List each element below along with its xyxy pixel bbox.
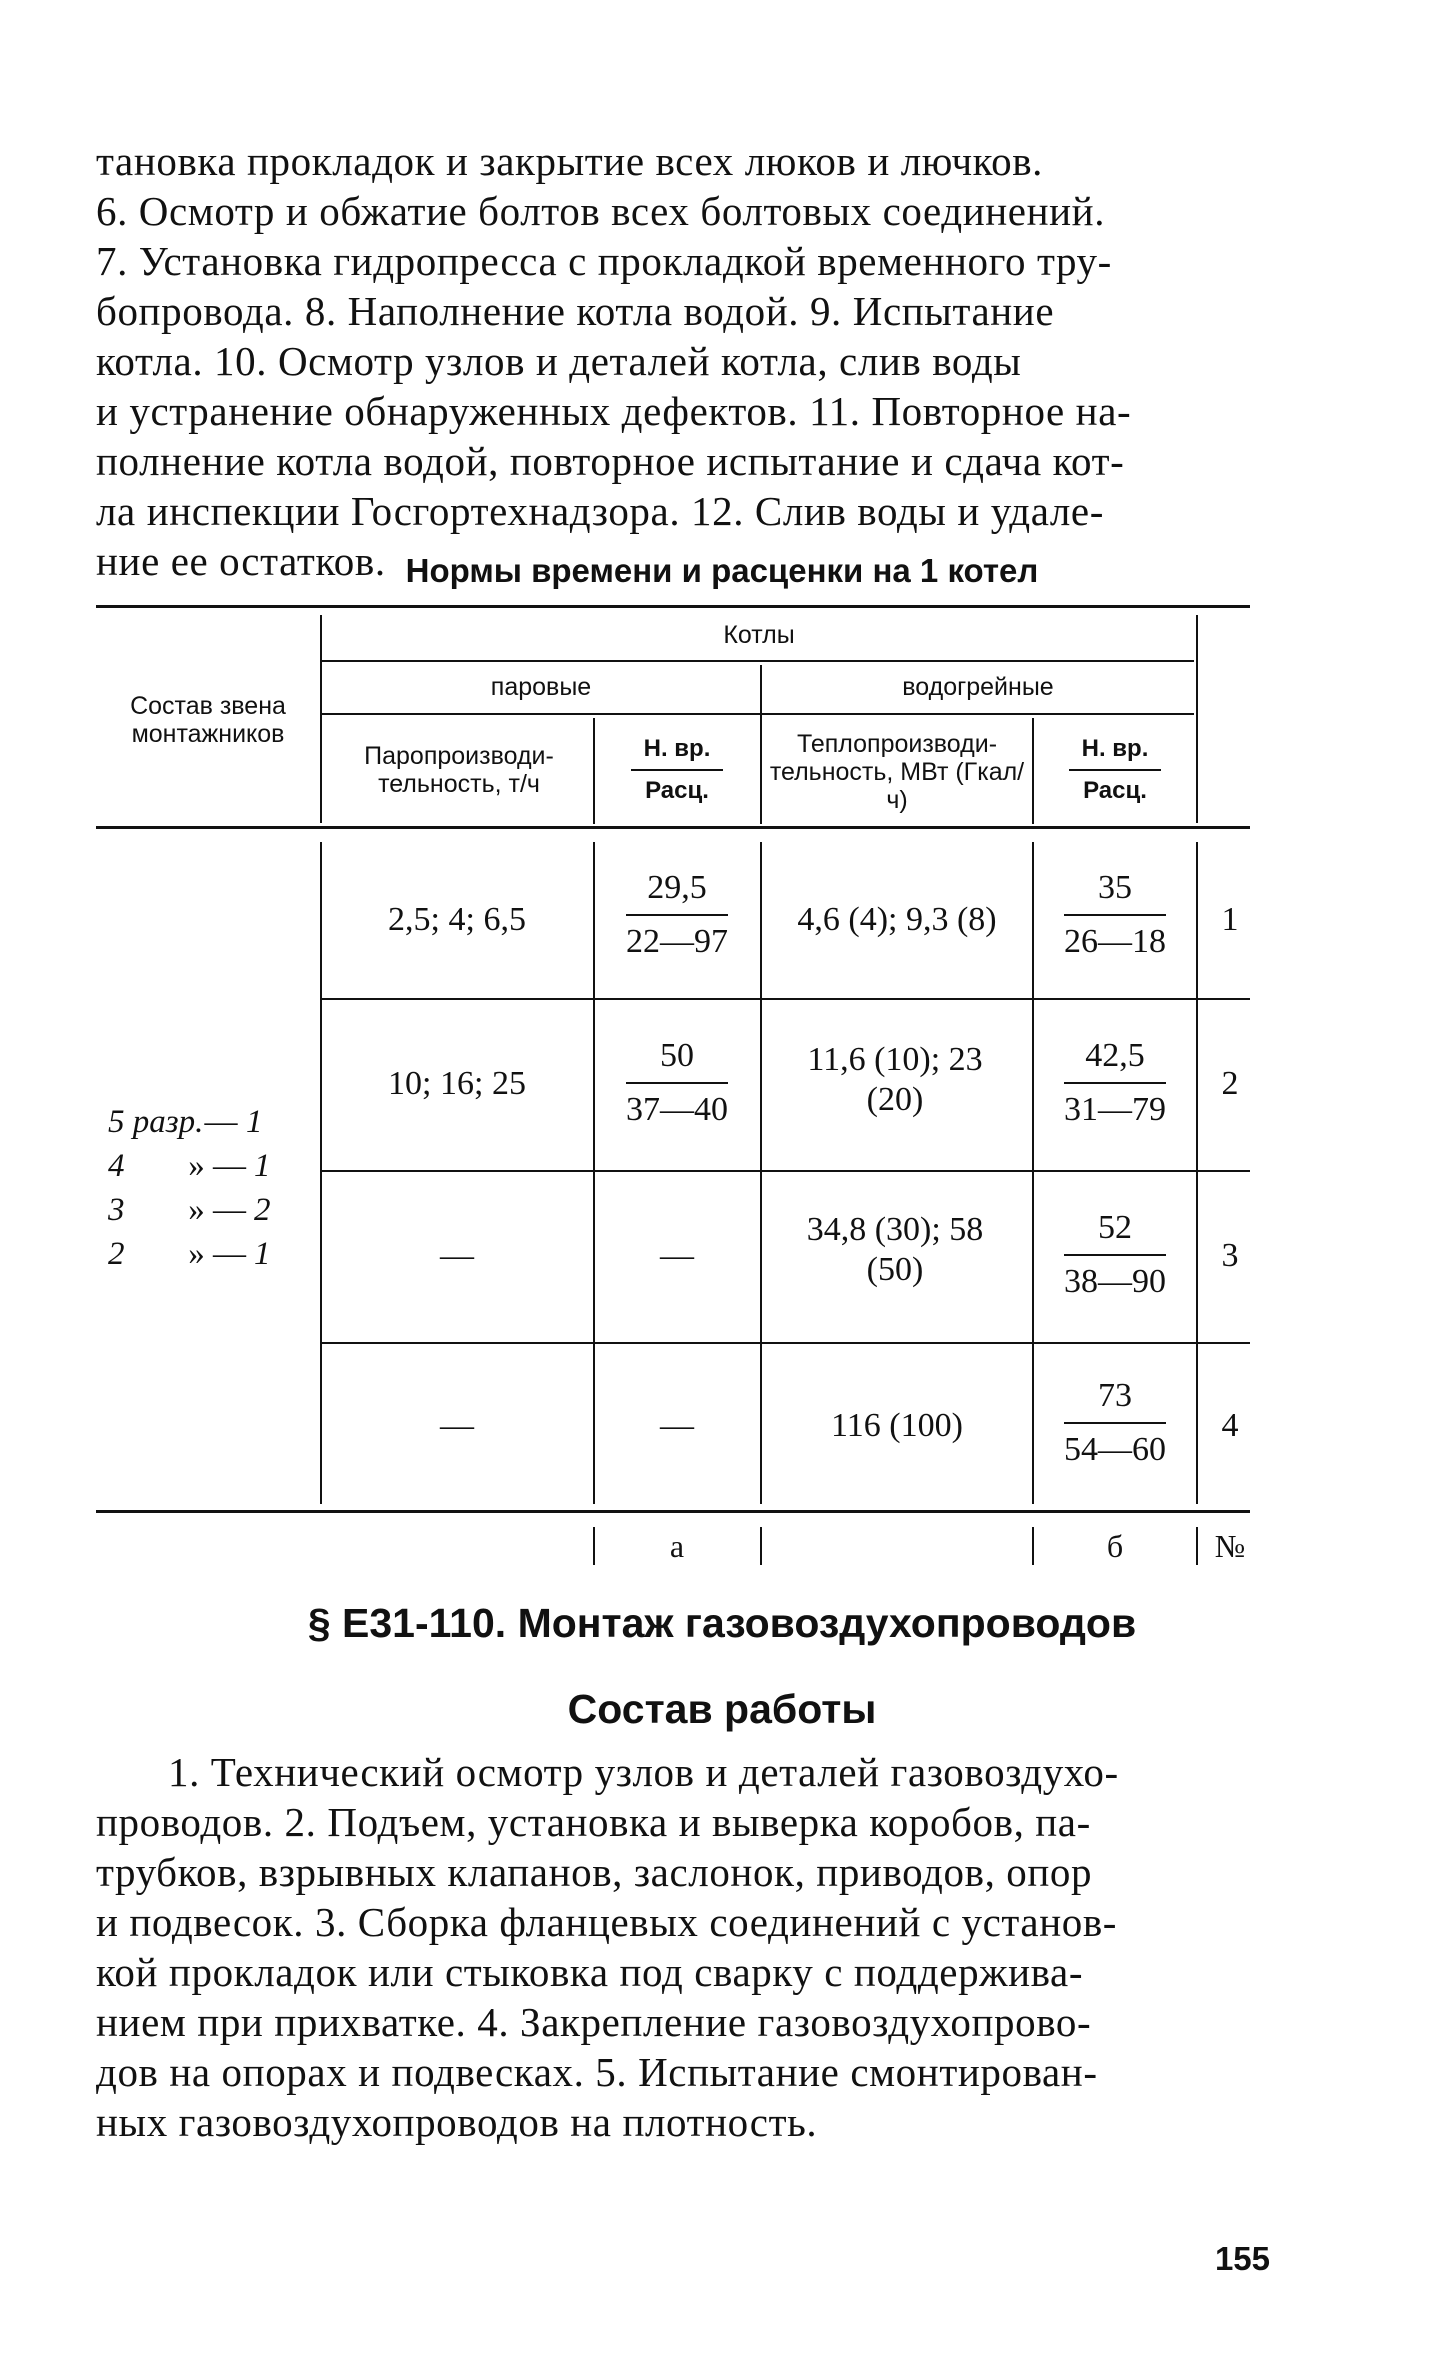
steam-norm-rate-cell: —	[660, 1237, 694, 1274]
heat-rate: 54—60	[1064, 1431, 1166, 1468]
crew-grade: 2	[108, 1236, 125, 1272]
crew-sep: —	[204, 1104, 238, 1140]
subsection-title: Состав работы	[567, 1686, 877, 1732]
text-line: кой прокладок или стыковка под сварку с поддержива-	[96, 1949, 1084, 1995]
text-line: ла инспекции Госгортехнадзора. 12. Слив воды и удале-	[96, 488, 1104, 534]
crew-count: 2	[254, 1192, 271, 1228]
col-rule	[320, 615, 322, 823]
header-rule-boilers	[322, 660, 1194, 662]
crew-grade: 3	[108, 1192, 125, 1228]
header-heat-capacity: Теплопроизводи-тельность, МВт (Гкал/ч)	[769, 730, 1025, 814]
intro-paragraph	[96, 136, 1264, 586]
text-line: полнение котла водой, повторное испытание и сдача кот-	[96, 438, 1125, 484]
text-line: и подвесок. 3. Сборка фланцевых соединений с установ-	[96, 1899, 1118, 1945]
text-line: ных газовоздухопроводов на плотность.	[96, 2099, 818, 2145]
steam-norm: 50	[626, 1036, 728, 1084]
heat-rate: 38—90	[1064, 1263, 1166, 1300]
header-steam-capacity: Паропроизводи-тельность, т/ч	[364, 742, 554, 798]
crew-sep: » —	[188, 1148, 246, 1184]
heat-norm-rate	[1036, 1376, 1194, 1470]
row-number: 4	[1221, 1407, 1239, 1444]
text-line: дов на опорах и подвесках. 5. Испытание смонтирован-	[96, 2049, 1098, 2095]
header-steam: паровые	[490, 673, 592, 701]
crew-grade: 5 разр.	[108, 1104, 204, 1140]
heat-norm: 42,5	[1064, 1036, 1166, 1084]
footer-tick	[1196, 1527, 1198, 1565]
header-crew: Состав звена монтажников	[130, 692, 286, 748]
header-norm: Н. вр.	[631, 735, 723, 771]
row-rule	[322, 1170, 1250, 1172]
column-label-no: №	[1214, 1527, 1246, 1564]
crew-count: 1	[246, 1104, 263, 1140]
crew-row	[108, 1144, 271, 1188]
table-caption: Нормы времени и расценки на 1 котел	[405, 552, 1039, 589]
col-rule	[320, 842, 322, 1504]
col-rule	[1032, 842, 1034, 1504]
text-line: трубков, взрывных клапанов, заслонок, приводов, опор	[96, 1849, 1093, 1895]
text-line: котла. 10. Осмотр узлов и деталей котла, слив воды	[96, 338, 1022, 384]
crew-grade: 4	[108, 1148, 125, 1184]
steam-norm-rate	[597, 1036, 757, 1130]
col-rule	[593, 842, 595, 1504]
row-number: 1	[1221, 901, 1239, 938]
header-norm: Н. вр.	[1069, 735, 1161, 771]
text-line: нием при прихватке. 4. Закрепление газовоздухопрово-	[96, 1999, 1092, 2045]
row-number: 3	[1221, 1237, 1239, 1274]
text-line: бопровода. 8. Наполнение котла водой. 9. Испытание	[96, 288, 1055, 334]
steam-capacity-cell: 2,5; 4; 6,5	[388, 901, 526, 938]
steam-rate: 37—40	[626, 1091, 728, 1128]
text-line: 6. Осмотр и обжатие болтов всех болтовых соединений.	[96, 188, 1106, 234]
page-number: 155	[1214, 2240, 1270, 2277]
header-norm-rate-steam	[600, 735, 754, 805]
crew-row	[108, 1188, 271, 1232]
steam-capacity-cell: —	[440, 1407, 474, 1444]
heat-norm: 52	[1064, 1208, 1166, 1256]
col-rule	[593, 718, 595, 824]
heat-capacity-cell: 116 (100)	[831, 1407, 963, 1444]
header-rate: Расц.	[645, 777, 709, 804]
steam-capacity-cell: 10; 16; 25	[388, 1065, 526, 1102]
work-paragraph	[96, 1747, 1264, 2147]
column-label-b: б	[1106, 1527, 1124, 1564]
steam-capacity-cell: —	[440, 1237, 474, 1274]
section-title: § Е31-110. Монтаж газовоздухопроводов	[307, 1600, 1137, 1646]
heat-capacity-cell: 4,6 (4); 9,3 (8)	[797, 901, 997, 938]
heat-capacity-cell: 11,6 (10); 23 (20)	[807, 1041, 983, 1118]
text-line: ние ее остатков.	[96, 538, 386, 584]
text-line: тановка прокладок и закрытие всех люков и лючков.	[96, 138, 1044, 184]
heat-norm-rate	[1036, 868, 1194, 962]
crew-row	[108, 1232, 271, 1276]
heat-norm-rate	[1036, 1036, 1194, 1130]
crew-sep: » —	[188, 1236, 246, 1272]
crew-row	[108, 1100, 271, 1144]
footer-tick	[1032, 1527, 1034, 1565]
text-line: проводов. 2. Подъем, установка и выверка коробов, па-	[96, 1799, 1091, 1845]
header-bottom-rule	[96, 826, 1250, 829]
row-rule	[322, 1342, 1250, 1344]
heat-norm: 73	[1064, 1376, 1166, 1424]
steam-norm-rate	[597, 868, 757, 962]
crew-count: 1	[254, 1148, 271, 1184]
table-top-rule	[96, 605, 1250, 608]
steam-rate: 22—97	[626, 923, 728, 960]
header-boilers: Котлы	[723, 621, 795, 649]
crew-count: 1	[254, 1236, 271, 1272]
crew-composition	[108, 1100, 271, 1276]
header-hot-water: водогрейные	[902, 673, 1054, 701]
text-line: и устранение обнаруженных дефектов. 11. Повторное на-	[96, 388, 1132, 434]
text-line: 7. Установка гидропресса с прокладкой временного тру-	[96, 238, 1112, 284]
steam-norm: 29,5	[626, 868, 728, 916]
header-rule-types	[322, 713, 1194, 715]
row-number: 2	[1221, 1065, 1239, 1102]
heat-rate: 26—18	[1064, 923, 1166, 960]
steam-norm-rate-cell: —	[660, 1407, 694, 1444]
heat-rate: 31—79	[1064, 1091, 1166, 1128]
text-line: 1. Технический осмотр узлов и деталей газовоздухо-	[168, 1749, 1119, 1795]
heat-norm-rate	[1036, 1208, 1194, 1302]
table-bottom-rule	[96, 1510, 1250, 1513]
footer-tick	[760, 1527, 762, 1565]
col-rule	[1196, 615, 1198, 823]
heat-capacity-cell: 34,8 (30); 58 (50)	[806, 1211, 984, 1288]
col-rule	[1032, 718, 1034, 824]
col-rule	[1196, 842, 1198, 1504]
header-norm-rate-hot-water	[1038, 735, 1192, 805]
footer-tick	[593, 1527, 595, 1565]
header-rate: Расц.	[1083, 777, 1147, 804]
column-label-a: а	[669, 1527, 685, 1564]
row-rule	[322, 998, 1250, 1000]
heat-norm: 35	[1064, 868, 1166, 916]
crew-sep: » —	[188, 1192, 246, 1228]
col-rule	[760, 842, 762, 1504]
